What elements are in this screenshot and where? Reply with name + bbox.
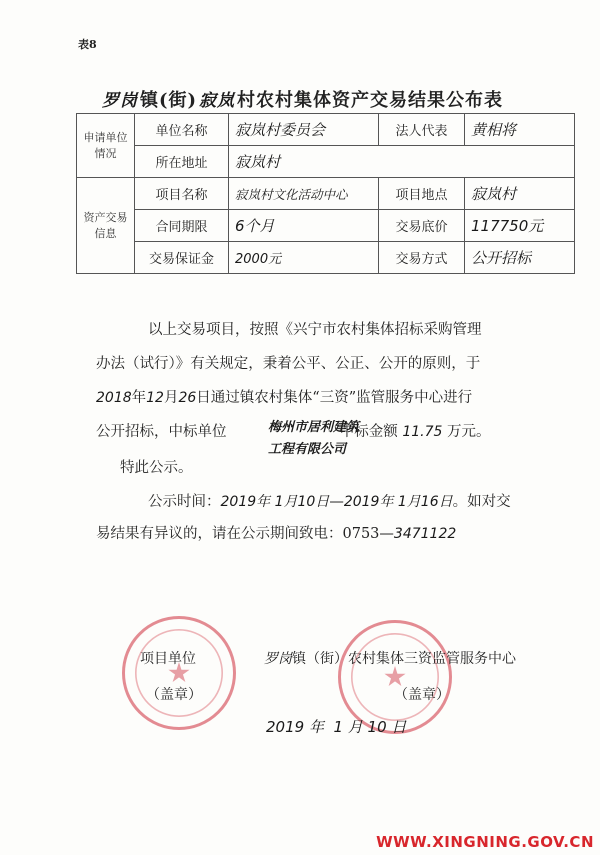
notice-line-4-pre: 公开招标，中标单位 bbox=[96, 424, 227, 440]
title-town: 罗岗 bbox=[102, 91, 138, 111]
value-project-location: 寂岚村 bbox=[465, 178, 575, 210]
label-project-location: 项目地点 bbox=[379, 178, 465, 210]
label-base-price: 交易底价 bbox=[379, 210, 465, 242]
label-legal-rep: 法人代表 bbox=[379, 114, 465, 146]
label-contract-term: 合同期限 bbox=[135, 210, 229, 242]
notice-line-4-post: 万元。 bbox=[447, 424, 491, 440]
award-year: 2018 bbox=[96, 390, 132, 406]
award-month: 12 bbox=[146, 390, 164, 406]
label-address: 所在地址 bbox=[135, 146, 229, 178]
title-part1: 镇(街) bbox=[140, 90, 198, 111]
label-method: 交易方式 bbox=[379, 242, 465, 274]
value-deposit: 2000元 bbox=[229, 242, 379, 274]
notice-line-1: 以上交易项目，按照《兴宁市农村集体招标采购管理 bbox=[148, 322, 482, 338]
seal-right-ring bbox=[341, 623, 449, 731]
seal-left-icon bbox=[122, 616, 236, 730]
title-village: 寂岚 bbox=[199, 91, 236, 111]
notice-line-4-mid: 中标金额 bbox=[339, 424, 398, 440]
notice-line-7 bbox=[96, 522, 456, 543]
value-contract-term: 6个月 bbox=[229, 210, 379, 242]
winner-name-2: 工程有限公司 bbox=[268, 442, 347, 457]
info-table bbox=[76, 113, 575, 274]
page-title bbox=[100, 86, 503, 112]
notice-line-6 bbox=[148, 490, 511, 511]
award-amount: 11.75 bbox=[402, 424, 443, 440]
project-unit-label: 项目单位 bbox=[140, 651, 196, 667]
period-sep: — bbox=[329, 494, 344, 510]
value-base-price: 117750元 bbox=[465, 210, 575, 242]
group-applicant: 申请单位情况 bbox=[77, 114, 135, 178]
table-row bbox=[77, 210, 575, 242]
period-label: 公示时间： bbox=[148, 494, 221, 510]
table-row bbox=[77, 178, 575, 210]
value-unit-name: 寂岚村委员会 bbox=[229, 114, 379, 146]
award-day: 26 bbox=[178, 390, 197, 406]
notice-line-2: 办法（试行）》有关规定，秉着公平、公正、公开的原则，于 bbox=[96, 356, 481, 372]
center-label-text: 镇（街）农村集体三资监管服务中心 bbox=[292, 651, 516, 667]
value-legal-rep: 黄相将 bbox=[465, 114, 575, 146]
seal-left-ring bbox=[125, 619, 233, 727]
value-method: 公开招标 bbox=[465, 242, 575, 274]
notice-line-7-text: 易结果有异议的，请在公示期间致电：0753— bbox=[96, 526, 394, 542]
sign-date: 2019 年 1 月 10 日 bbox=[266, 718, 407, 736]
table-row bbox=[77, 242, 575, 274]
website-watermark: WWW.XINGNING.GOV.CN bbox=[376, 833, 594, 851]
seal-left-label: （盖章） bbox=[146, 687, 202, 703]
table-row bbox=[77, 114, 575, 146]
winner-name-1: 梅州市居利建筑 bbox=[268, 420, 360, 435]
value-address: 寂岚村 bbox=[229, 146, 575, 178]
group-asset: 资产交易信息 bbox=[77, 178, 135, 274]
period-post: 。如对交 bbox=[452, 494, 511, 510]
period-end: 2019年 1月16日 bbox=[343, 494, 453, 510]
label-unit-name: 单位名称 bbox=[135, 114, 229, 146]
closing-text: 特此公示。 bbox=[120, 460, 193, 476]
notice-line-3-rest: 日通过镇农村集体“三资”监管服务中心进行 bbox=[196, 390, 473, 406]
center-label bbox=[264, 648, 516, 668]
label-deposit: 交易保证金 bbox=[135, 242, 229, 274]
value-project-name: 寂岚村文化活动中心 bbox=[229, 178, 379, 210]
title-part2: 村农村集体资产交易结果公布表 bbox=[237, 90, 504, 111]
notice-line-3: 2018年12月26日通过镇农村集体“三资”监管服务中心进行 bbox=[96, 390, 473, 406]
seal-right-label: （盖章） bbox=[394, 687, 450, 703]
center-town: 罗岗 bbox=[264, 651, 292, 667]
table-row bbox=[77, 146, 575, 178]
form-code: 表8 bbox=[78, 38, 97, 51]
period-start: 2019年 1月10日 bbox=[220, 494, 330, 510]
label-project-name: 项目名称 bbox=[135, 178, 229, 210]
phone-number: 3471122 bbox=[393, 526, 457, 542]
